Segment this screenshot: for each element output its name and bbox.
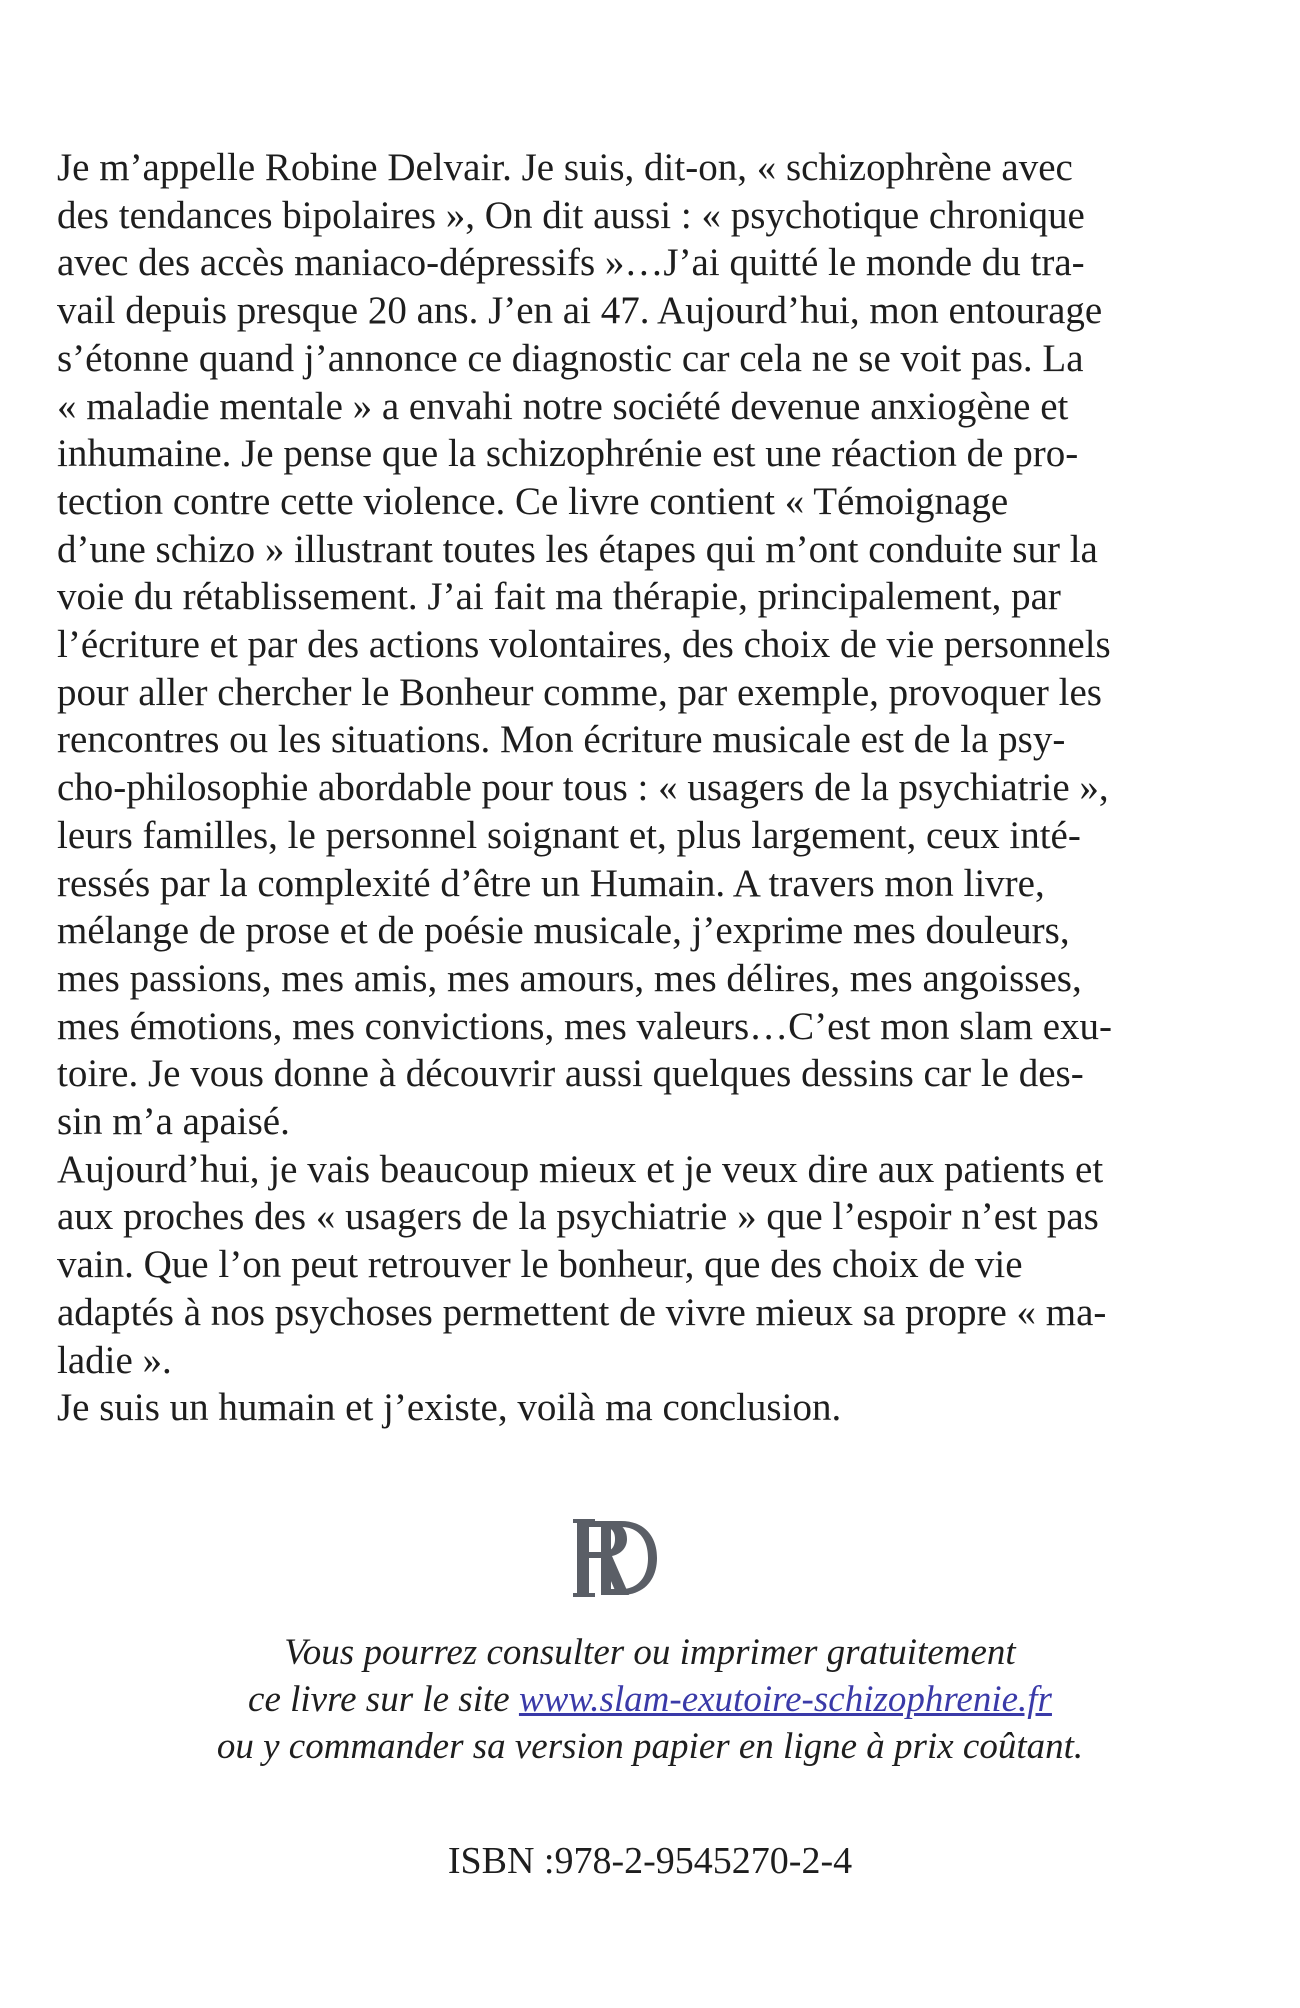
text-line: Aujourd’hui, je vais beaucoup mieux et je veux dire aux patients et bbox=[57, 1147, 1104, 1191]
text-line: rencontres ou les situations. Mon écriture musicale est de la psy- bbox=[57, 718, 1066, 762]
text-line: sin m’a apaisé. bbox=[57, 1100, 290, 1144]
text-line: Je m’appelle Robine Delvair. Je suis, dit-on, « schizophrène avec bbox=[57, 146, 1073, 189]
text-line: ladie ». bbox=[57, 1338, 172, 1382]
text-line: Je suis un humain et j’existe, voilà ma conclusion. bbox=[57, 1386, 842, 1430]
note-line-2 bbox=[0, 1676, 1300, 1723]
text-line: vail depuis presque 20 ans. J’en ai 47. Aujourd’hui, mon entourage bbox=[57, 289, 1103, 333]
text-line: inhumaine. Je pense que la schizophrénie est une réaction de pro- bbox=[57, 432, 1079, 476]
text-line: s’étonne quand j’annonce ce diagnostic car cela ne se voit pas. La bbox=[57, 336, 1084, 380]
note-line-3: ou y commander sa version papier en ligne à prix coûtant. bbox=[216, 1726, 1084, 1767]
text-line: mes émotions, mes convictions, mes valeurs…C’est mon slam exu- bbox=[57, 1004, 1112, 1048]
note-line-1: Vous pourrez consulter ou imprimer gratuitement bbox=[284, 1632, 1016, 1673]
text-line: pour aller chercher le Bonheur comme, par exemple, provoquer les bbox=[57, 670, 1102, 714]
back-cover-text bbox=[57, 144, 1257, 1432]
isbn-number: ISBN :978-2-9545270-2-4 bbox=[447, 1840, 853, 1882]
text-line: adaptés à nos psychoses permettent de vivre mieux sa propre « ma- bbox=[57, 1290, 1107, 1334]
text-line: toire. Je vous donne à découvrir aussi quelques dessins car le des- bbox=[57, 1052, 1084, 1096]
text-line: l’écriture et par des actions volontaires, des choix de vie personnels bbox=[57, 623, 1111, 667]
note-line-2-prefix: ce livre sur le site bbox=[248, 1679, 519, 1720]
text-line: voie du rétablissement. J’ai fait ma thérapie, principalement, par bbox=[57, 575, 1061, 619]
text-line: leurs familles, le personnel soignant et, plus largement, ceux inté- bbox=[57, 813, 1081, 857]
text-line: d’une schizo » illustrant toutes les étapes qui m’ont conduite sur la bbox=[57, 527, 1098, 571]
text-line: aux proches des « usagers de la psychiatrie » que l’espoir n’est pas bbox=[57, 1195, 1099, 1239]
text-line: mes passions, mes amis, mes amours, mes délires, mes angoisses, bbox=[57, 956, 1082, 1000]
text-line: « maladie mentale » a envahi notre société devenue anxiogène et bbox=[57, 384, 1069, 428]
text-line: tection contre cette violence. Ce livre contient « Témoignage bbox=[57, 479, 1009, 523]
text-line: vain. Que l’on peut retrouver le bonheur, que des choix de vie bbox=[57, 1243, 1023, 1287]
text-line: ressés par la complexité d’être un Humain. A travers mon livre, bbox=[57, 861, 1045, 905]
availability-note bbox=[0, 1629, 1300, 1770]
rd-monogram-logo bbox=[571, 1515, 661, 1601]
text-line: mélange de prose et de poésie musicale, j’exprime mes douleurs, bbox=[57, 909, 1070, 953]
rd-monogram-icon bbox=[571, 1515, 661, 1601]
website-link[interactable]: www.slam-exutoire-schizophrenie.fr bbox=[518, 1679, 1052, 1720]
text-line: cho-philosophie abordable pour tous : « usagers de la psychiatrie », bbox=[57, 766, 1109, 810]
text-line: avec des accès maniaco-dépressifs »…J’ai quitté le monde du tra- bbox=[57, 241, 1085, 285]
text-line: des tendances bipolaires », On dit aussi : « psychotique chronique bbox=[57, 193, 1085, 237]
